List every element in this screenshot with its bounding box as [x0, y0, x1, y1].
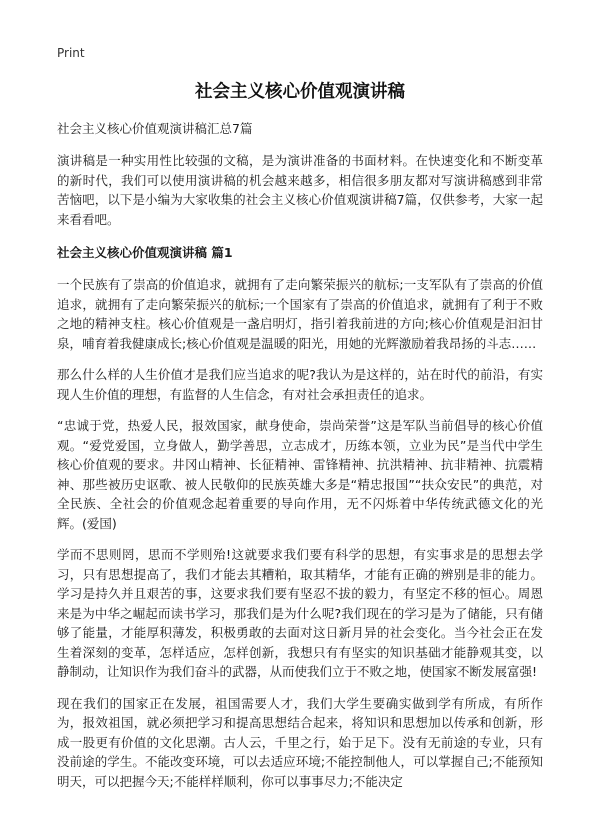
document-title: 社会主义核心价值观演讲稿: [195, 82, 405, 102]
intro-paragraph: 演讲稿是一种实用性比较强的文稿，是为演讲准备的书面材料。在快速变化和不断变革的新时代，我们可以使用演讲稿的机会越来越多，相信很多朋友都对写演讲稿感到非常苦恼吧，以下是小编为大家收集的社会主义核心价值观演讲稿7篇，仅供参考，大家一起来看看吧。: [57, 153, 543, 227]
document-subtitle: 社会主义核心价值观演讲稿汇总7篇: [57, 121, 253, 136]
body-paragraph: 学而不思则罔，思而不学则殆!这就要求我们要有科学的思想，有实事求是的思想去学习，只有思想提高了，我们才能去其糟粕，取其精华，才能有正确的辨别是非的能力。学习是持久并且艰苦的事，这要求我们要有坚忍不拔的毅力，有坚定不移的恒心。周恩来是为中华之崛起而读书学习，那我们是为什么呢?我们现在的学习是为了储能，只有储够了能量，才能厚积薄发，积极勇敢的去面对这日新月异的社会变化。当今社会正在发生着深刻的变革，怎样适应，怎样创新，我想只有有坚实的知识基础才能静观其变，以静制动，让知识作为我们奋斗的武器，从而使我们立于不败之地，使国家不断发展富强!: [57, 547, 543, 679]
section-heading: 社会主义核心价值观演讲稿 篇1: [57, 245, 233, 260]
body-paragraph: “忠诚于党，热爱人民，报效国家，献身使命，崇尚荣誉”这是军队当前倡导的核心价值观。“爱党爱国，立身做人，勤学善思，立志成才，历练本领，立业为民”是当代中学生核心价值观的要求。井冈山精神、长征精神、雷锋精神、抗洪精神、抗非精神、抗震精神、那些被历史讴歌、被人民敬仰的民族英雄大多是“精忠报国”“扶众安民”的典范，对全民族、全社会的价值观念起着重要的导向作用，无不闪烁着中华传统武德文化的光辉。(爱国): [57, 418, 543, 531]
print-link[interactable]: Print: [57, 46, 85, 60]
body-paragraph: 现在我们的国家正在发展，祖国需要人才，我们大学生要确实做到学有所成，有所作为，报效祖国，就必须把学习和提高思想结合起来，将知识和思想加以传承和创新，形成一股更有价值的文化思潮。古人云，千里之行，始于足下。没有无前途的专业，只有没前途的学生。不能改变环境，可以去适应环境;不能控制他人，可以掌握自己;不能预知明天，可以把握今天;不能样样顺利，你可以事事尽力;不能决定: [57, 695, 543, 789]
body-paragraph: 那么什么样的人生价值才是我们应当追求的呢?我认为是这样的，站在时代的前沿，有实现人生价值的理想，有监督的人生信念，有对社会承担责任的追求。: [57, 367, 543, 402]
body-paragraph: 一个民族有了崇高的价值追求，就拥有了走向繁荣振兴的航标;一支军队有了崇高的价值追求，就拥有了走向繁荣振兴的航标;一个国家有了崇高的价值追求，就拥有了利于不败之地的精神支柱。核心价值观是一盏启明灯，指引着我前进的方向;核心价值观是汩汩甘泉，哺育着我健康成长;核心价值观是温暖的阳光，用她的光辉激励着我昂扬的斗志……: [57, 277, 543, 351]
document-body: [57, 151, 543, 805]
